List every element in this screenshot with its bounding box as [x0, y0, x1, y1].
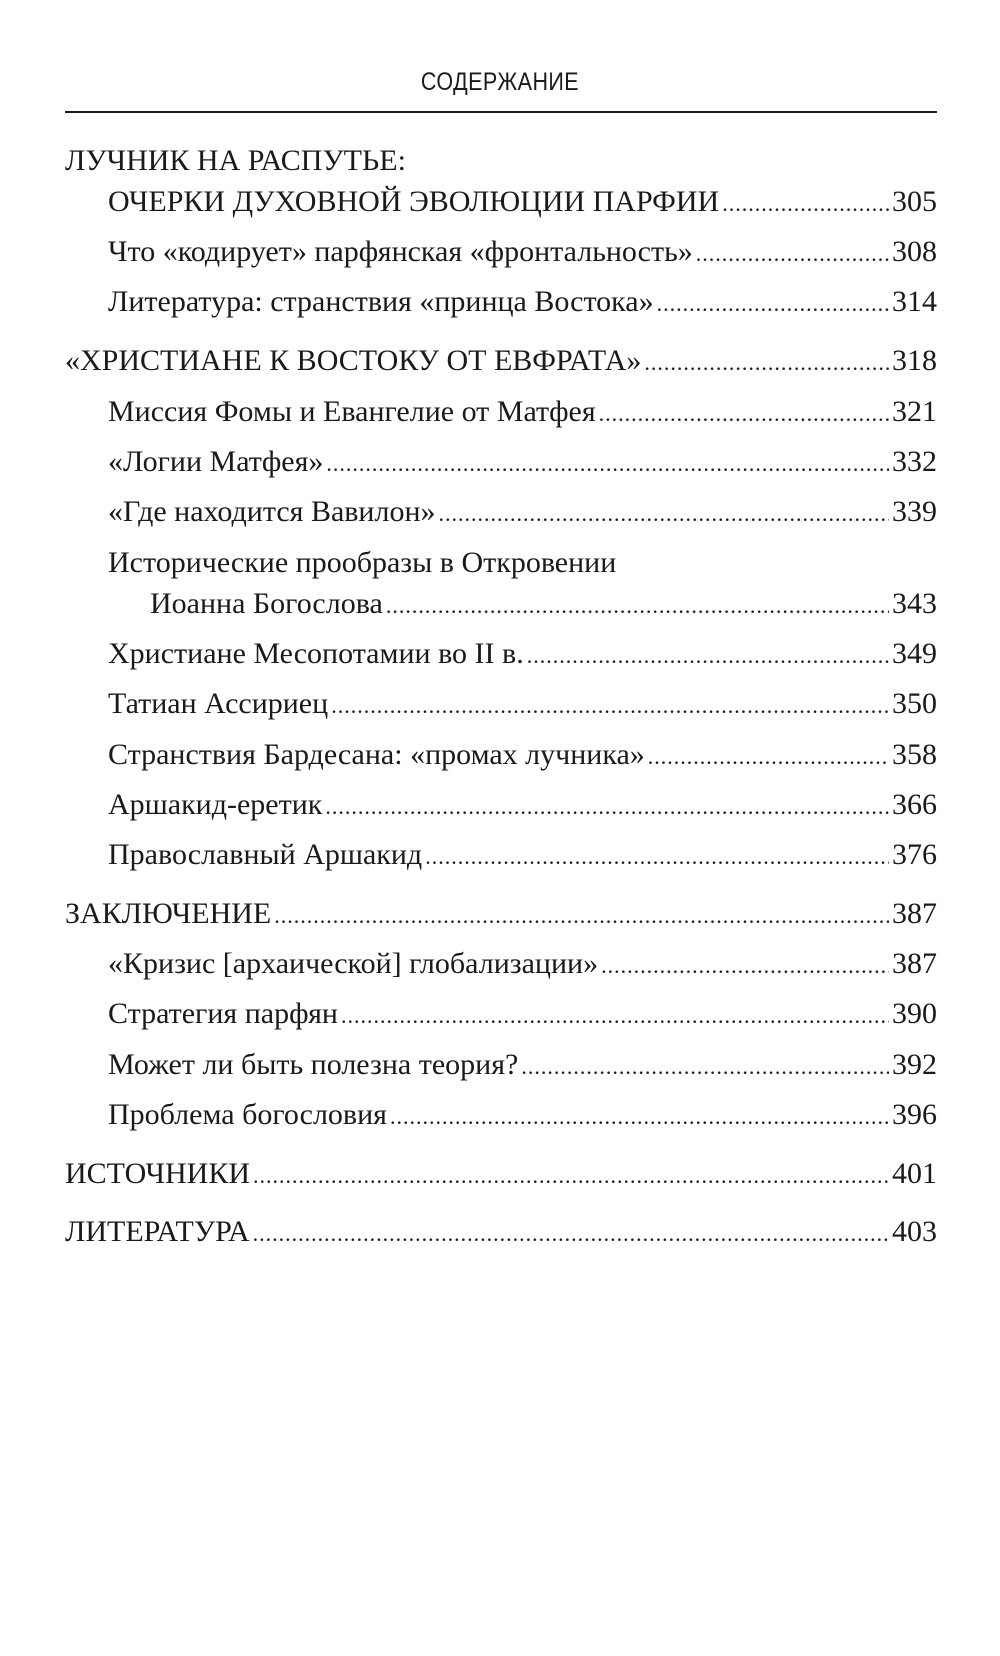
toc-entry	[108, 394, 937, 430]
page-number: 332	[892, 445, 937, 478]
part-title-line2: ОЧЕРКИ ДУХОВНОЙ ЭВОЛЮЦИИ ПАРФИИ	[108, 185, 720, 218]
section-title-line1: Исторические прообразы в Откровении	[108, 546, 617, 579]
page-number: 308	[892, 235, 937, 268]
section-title: Миссия Фомы и Евангелие от Матфея	[108, 395, 596, 428]
section-title: Татиан Ассириец	[108, 687, 329, 720]
toc-entry-sources	[65, 1156, 937, 1192]
running-head: СОДЕРЖАНИЕ	[420, 68, 580, 96]
leader-dots	[601, 948, 889, 984]
header-rule	[65, 111, 937, 113]
leader-dots	[648, 739, 889, 775]
part-title: ИСТОЧНИКИ	[65, 1157, 251, 1190]
leader-dots	[657, 286, 889, 322]
toc-entry	[108, 444, 937, 480]
page-number: 305	[892, 185, 937, 218]
part-title: ЛИТЕРАТУРА	[65, 1215, 250, 1248]
toc-entry	[108, 686, 937, 722]
toc-entry	[108, 946, 937, 982]
page-number: 314	[892, 285, 937, 318]
page-number: 343	[892, 587, 937, 620]
leader-dots	[439, 496, 889, 532]
section-title: «Кризис [архаической] глобализации»	[108, 947, 599, 980]
page-number: 318	[892, 344, 937, 377]
page-number: 392	[892, 1048, 937, 1081]
section-title: Христиане Месопотамии во II в.	[108, 637, 524, 670]
page-number: 387	[892, 947, 937, 980]
toc-entry	[108, 284, 937, 320]
toc-entry	[108, 494, 937, 530]
part-title: ЗАКЛЮЧЕНИЕ	[65, 897, 272, 930]
section-title: Что «кодирует» парфянская «фронтальность»	[108, 235, 693, 268]
leader-dots	[599, 396, 889, 432]
leader-dots	[521, 1049, 889, 1085]
section-title: «Где находится Вавилон»	[108, 495, 436, 528]
leader-dots	[253, 1216, 889, 1252]
leader-dots	[527, 638, 889, 674]
leader-dots	[644, 345, 889, 381]
part-title-line1: ЛУЧНИК НА РАСПУТЬЕ:	[65, 144, 406, 177]
page-number: 396	[892, 1098, 937, 1131]
toc-entry	[108, 636, 937, 672]
page-number: 390	[892, 997, 937, 1030]
leader-dots	[341, 998, 889, 1034]
section-title: Аршакид-еретик	[108, 788, 323, 821]
toc-entry-part2	[65, 343, 937, 379]
page-number: 401	[892, 1157, 937, 1190]
page-number: 350	[892, 687, 937, 720]
page-number: 339	[892, 495, 937, 528]
section-title: Литература: странствия «принца Востока»	[108, 285, 654, 318]
section-title: «Логии Матфея»	[108, 445, 324, 478]
page-number: 349	[892, 637, 937, 670]
page-number: 366	[892, 788, 937, 821]
leader-dots	[390, 1099, 889, 1135]
section-title: Странствия Бардесана: «промах лучника»	[108, 738, 645, 771]
part-title: «ХРИСТИАНЕ К ВОСТОКУ ОТ ЕВФРАТА»	[65, 344, 642, 377]
leader-dots	[331, 688, 889, 724]
page-number: 321	[892, 395, 937, 428]
toc-entry-literature	[65, 1214, 937, 1250]
page-number: 376	[892, 838, 937, 871]
page-number: 387	[892, 897, 937, 930]
toc-entry	[108, 996, 937, 1032]
section-title-line2: Иоанна Богослова	[150, 587, 383, 620]
leader-dots	[425, 839, 889, 875]
toc-entry	[108, 737, 937, 773]
leader-dots	[253, 1158, 889, 1194]
leader-dots	[722, 186, 889, 222]
page-number: 358	[892, 738, 937, 771]
leader-dots	[325, 789, 889, 825]
page-number: 403	[892, 1215, 937, 1248]
toc-entry-part1	[108, 184, 937, 220]
toc-entry	[108, 837, 937, 873]
toc-entry-conclusion	[65, 896, 937, 932]
toc-entry	[108, 1097, 937, 1133]
section-title: Стратегия парфян	[108, 997, 338, 1030]
leader-dots	[326, 446, 889, 482]
leader-dots	[386, 588, 889, 624]
leader-dots	[696, 236, 889, 272]
section-title: Может ли быть полезна теория?	[108, 1048, 519, 1081]
section-title: Проблема богословия	[108, 1098, 387, 1131]
toc-entry	[108, 787, 937, 823]
toc-entry	[150, 586, 937, 622]
section-title: Православный Аршакид	[108, 838, 423, 871]
toc-entry	[108, 1047, 937, 1083]
toc-entry	[108, 234, 937, 270]
leader-dots	[274, 898, 889, 934]
